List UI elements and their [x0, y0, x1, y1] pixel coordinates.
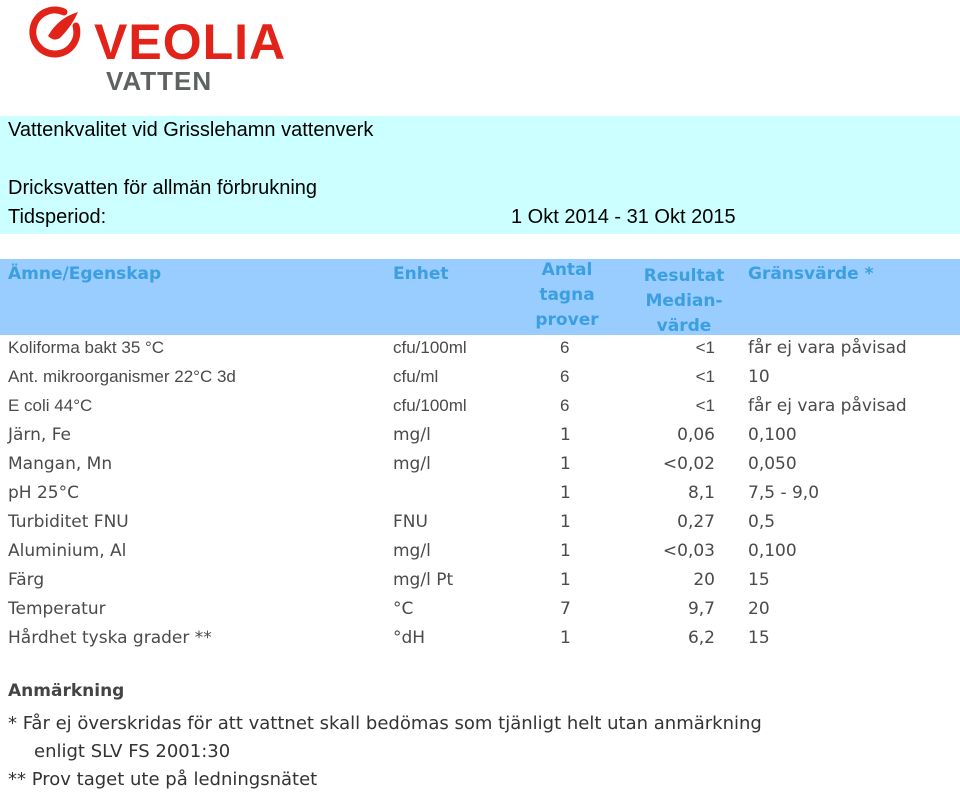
cell-enhet: FNU — [393, 512, 428, 532]
notes-heading: Anmärkning — [8, 681, 125, 701]
table-row — [0, 508, 960, 537]
cell-antal: 1 — [560, 570, 571, 590]
cell-antal: 6 — [560, 396, 570, 415]
header-amne: Ämne/Egenskap — [8, 264, 162, 284]
cell-antal: 1 — [560, 512, 571, 532]
table-row — [0, 624, 960, 653]
cell-resultat: <1 — [695, 396, 715, 415]
cell-enhet: mg/l — [393, 454, 431, 474]
cell-enhet: mg/l Pt — [393, 570, 454, 590]
cell-enhet: cfu/100ml — [393, 396, 467, 415]
cell-grans: 20 — [748, 599, 770, 619]
veolia-logo-mark — [20, 6, 320, 66]
cell-antal: 6 — [560, 367, 570, 386]
table-row — [0, 450, 960, 479]
page-title: Vattenkvalitet vid Grisslehamn vattenverk — [8, 119, 374, 141]
table-row — [0, 421, 960, 450]
cell-antal: 6 — [560, 338, 570, 357]
table-row — [0, 537, 960, 566]
cell-antal: 1 — [560, 483, 571, 503]
period-value: 1 Okt 2014 - 31 Okt 2015 — [511, 206, 736, 228]
note-line-3: ** Prov taget ute på ledningsnätet — [8, 769, 318, 790]
cell-resultat: <0,02 — [662, 454, 715, 474]
veolia-logo — [20, 6, 320, 96]
cell-grans: 10 — [748, 367, 770, 387]
cell-amne: Mangan, Mn — [8, 454, 113, 474]
cell-amne: Hårdhet tyska grader ** — [8, 628, 212, 648]
cell-amne: Koliforma bakt 35 °C — [8, 338, 165, 357]
table-row — [0, 566, 960, 595]
logo-subtitle: VATTEN — [106, 66, 213, 96]
table-row — [0, 363, 960, 392]
cell-grans: får ej vara påvisad — [748, 338, 907, 358]
cell-grans: 15 — [748, 628, 770, 648]
cell-resultat: 6,2 — [687, 628, 715, 648]
table-row — [0, 334, 960, 363]
cell-amne: Färg — [8, 570, 45, 590]
cell-amne: Temperatur — [8, 599, 106, 619]
cell-grans: 0,100 — [748, 425, 797, 445]
cell-antal: 1 — [560, 628, 571, 648]
cell-resultat: <1 — [695, 338, 715, 357]
info-panel — [0, 116, 960, 234]
note-line-1: * Får ej överskridas för att vattnet skall bedömas som tjänligt helt utan anmärkning — [8, 713, 762, 734]
cell-grans: 0,050 — [748, 454, 797, 474]
cell-amne: Aluminium, Al — [8, 541, 127, 561]
cell-enhet: °C — [393, 599, 414, 619]
cell-enhet: mg/l — [393, 541, 431, 561]
cell-grans: får ej vara påvisad — [748, 396, 907, 416]
cell-amne: E coli 44°C — [8, 396, 93, 415]
page-subtitle: Dricksvatten för allmän förbrukning — [8, 177, 318, 199]
cell-grans: 15 — [748, 570, 770, 590]
note-line-2: enligt SLV FS 2001:30 — [34, 741, 231, 762]
cell-grans: 7,5 - 9,0 — [748, 483, 820, 503]
header-enhet: Enhet — [393, 264, 449, 284]
logo-wordmark: VEOLIA — [94, 14, 287, 66]
cell-antal: 1 — [560, 541, 571, 561]
cell-antal: 7 — [560, 599, 571, 619]
cell-resultat: 9,7 — [687, 599, 715, 619]
cell-resultat: <1 — [695, 367, 715, 386]
cell-enhet: °dH — [393, 628, 426, 648]
cell-resultat: 0,06 — [677, 425, 715, 445]
period-label: Tidsperiod: — [8, 206, 107, 228]
cell-grans: 0,5 — [748, 512, 776, 532]
cell-amne: Järn, Fe — [8, 425, 72, 445]
cell-resultat: 8,1 — [687, 483, 715, 503]
cell-resultat: 0,27 — [677, 512, 715, 532]
cell-antal: 1 — [560, 454, 571, 474]
cell-grans: 0,100 — [748, 541, 797, 561]
cell-enhet: cfu/ml — [393, 367, 439, 386]
table-row — [0, 479, 960, 508]
table-header — [0, 259, 960, 335]
cell-amne: pH 25°C — [8, 483, 79, 503]
cell-antal: 1 — [560, 425, 571, 445]
cell-enhet: mg/l — [393, 425, 431, 445]
header-grans: Gränsvärde * — [748, 264, 874, 284]
table-row — [0, 392, 960, 421]
header-resultat: Resultat Median- värde — [643, 266, 725, 336]
cell-resultat: 20 — [693, 570, 715, 590]
cell-amne: Turbiditet FNU — [8, 512, 129, 532]
table-row — [0, 595, 960, 624]
cell-resultat: <0,03 — [662, 541, 715, 561]
cell-enhet: cfu/100ml — [393, 338, 467, 357]
cell-amne: Ant. mikroorganismer 22°C 3d — [8, 367, 236, 386]
header-antal: Antal tagna prover — [535, 260, 599, 330]
